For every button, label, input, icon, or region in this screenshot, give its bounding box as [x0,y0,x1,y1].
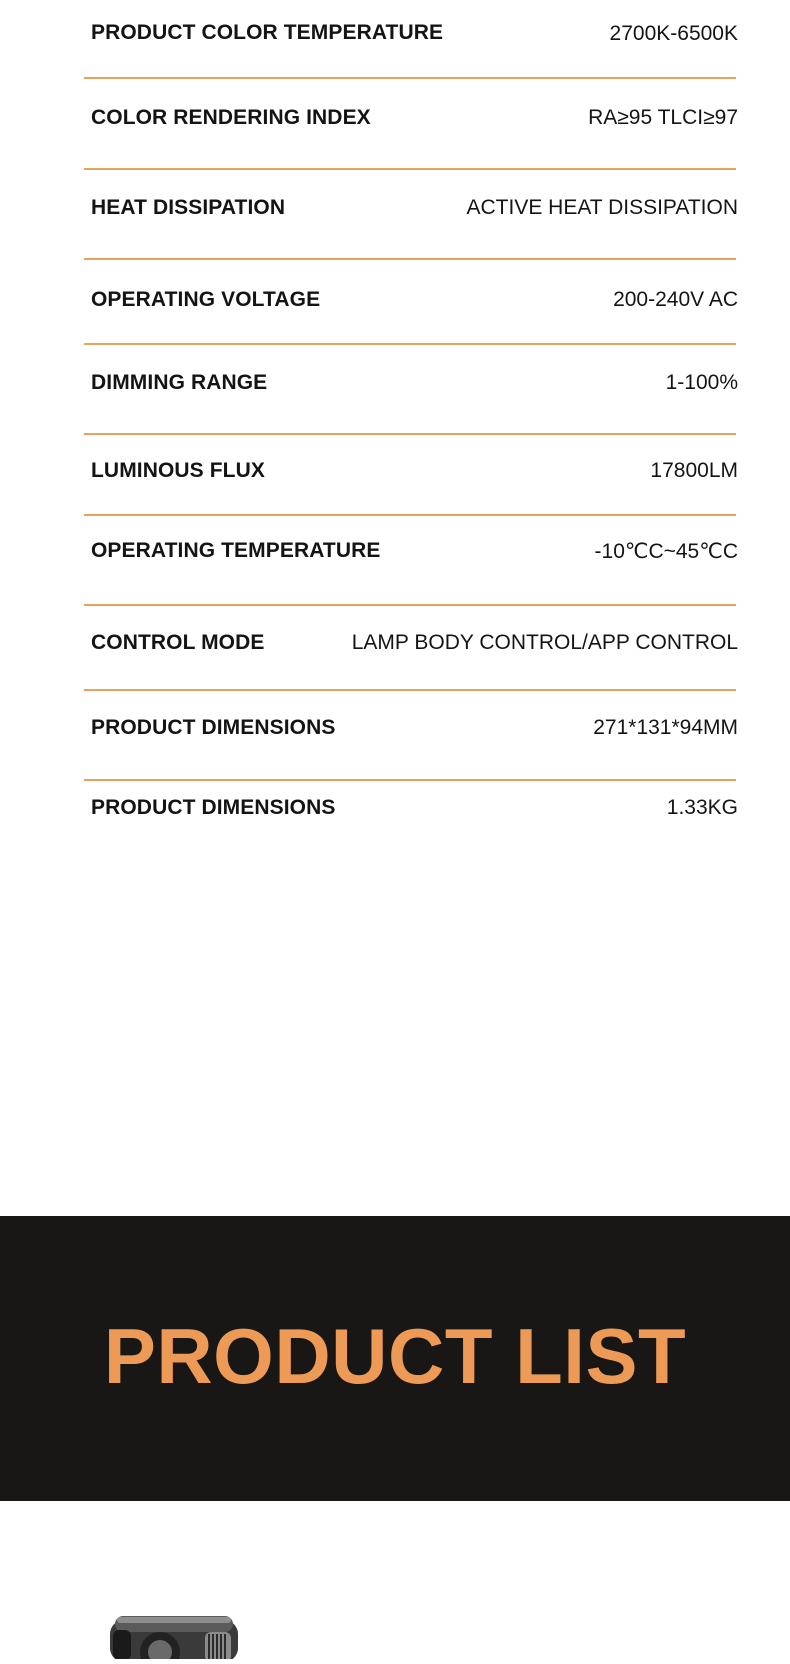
product-list-banner [0,1216,790,1501]
spec-label: PRODUCT DIMENSIONS [91,716,336,739]
spec-value: 2700K-6500K [609,21,738,45]
spec-value: 200-240V AC [613,287,738,311]
spec-row [84,435,738,516]
lamp-illustration [105,1614,245,1659]
spec-label: DIMMING RANGE [91,371,268,394]
spec-row [84,79,738,170]
spec-table [84,0,738,881]
spec-label: HEAT DISSIPATION [91,196,286,219]
spec-value: LAMP BODY CONTROL/APP CONTROL [351,630,738,654]
spec-value: 271*131*94MM [593,716,738,739]
spec-label: COLOR RENDERING INDEX [91,105,371,129]
spec-label: LUMINOUS FLUX [91,458,265,482]
spec-label: OPERATING TEMPERATURE [91,539,381,562]
banner-title: PRODUCT LIST [103,1312,687,1400]
spec-label: OPERATING VOLTAGE [91,287,321,311]
spec-row [84,691,738,781]
spec-value: 1.33KG [666,796,738,819]
spec-row [84,606,738,691]
spec-label: PRODUCT COLOR TEMPERATURE [91,20,444,44]
spec-label: PRODUCT DIMENSIONS [91,796,336,819]
spec-value: 1-100% [665,371,738,394]
spec-row [84,260,738,345]
spec-row [84,516,738,606]
spec-label: CONTROL MODE [91,630,265,654]
spec-row [84,0,738,79]
spec-row [84,345,738,435]
spec-value: 17800LM [650,458,738,482]
spec-value: RA≥95 TLCI≥97 [588,105,738,129]
spec-value: -10℃C~45℃C [594,539,738,563]
spec-row [84,170,738,260]
spec-value: ACTIVE HEAT DISSIPATION [466,196,738,219]
product-image [105,1614,245,1659]
spec-row [84,781,738,881]
